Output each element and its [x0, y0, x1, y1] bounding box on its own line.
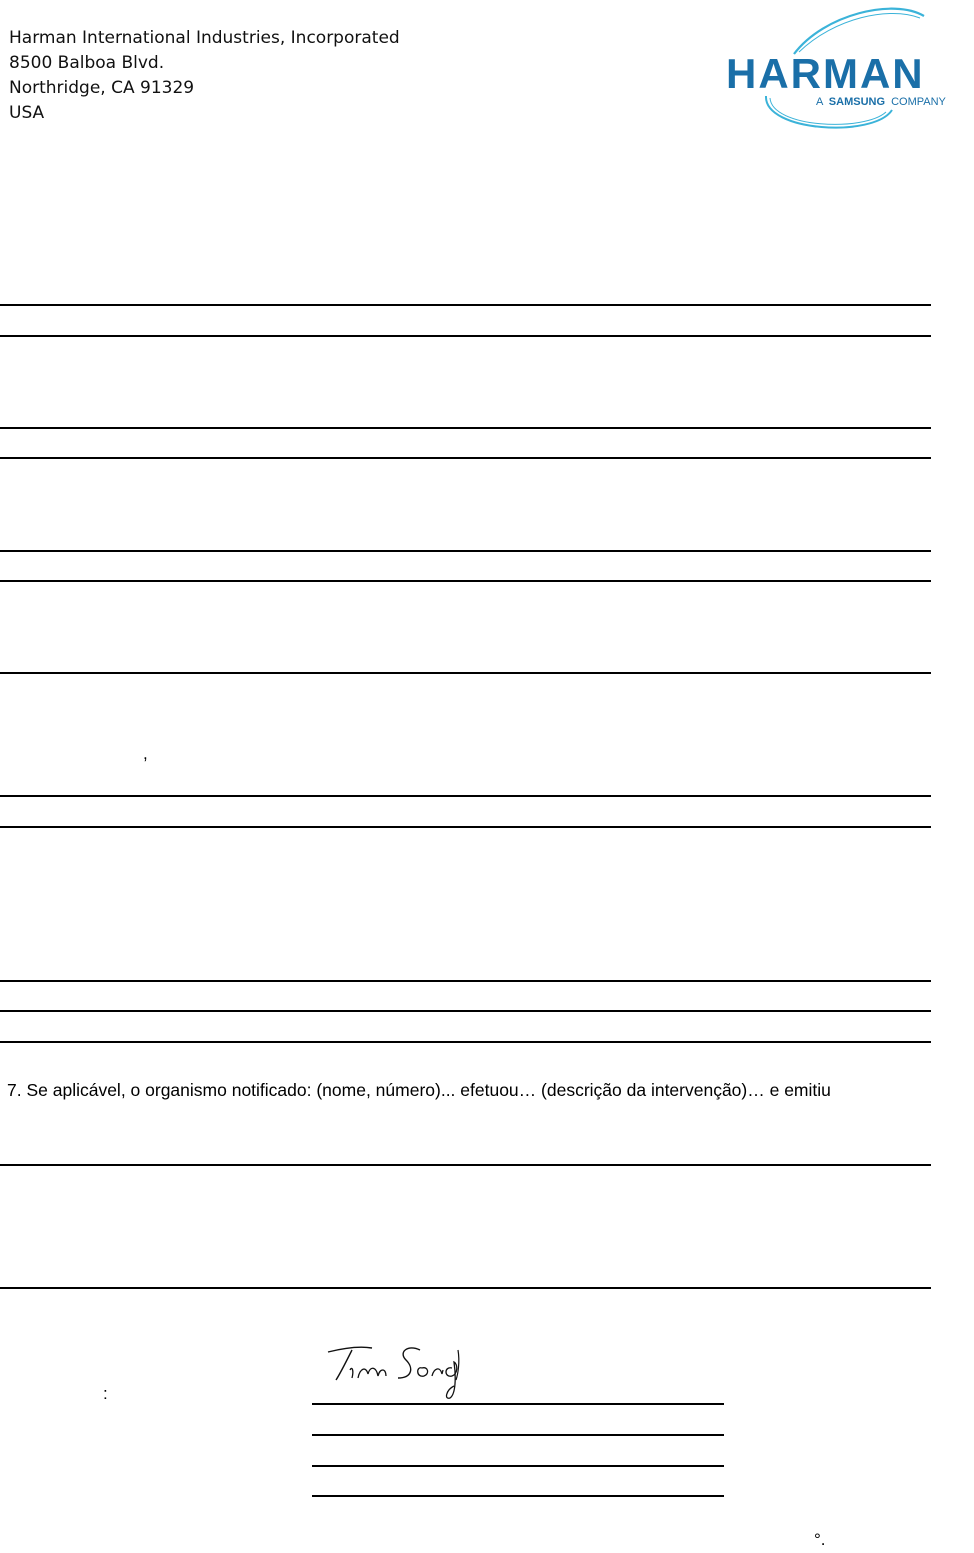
- rule-9: [0, 826, 931, 828]
- logo-tagline-suffix: COMPANY: [891, 96, 946, 108]
- address-country: USA: [9, 103, 45, 123]
- address-street: 8500 Balboa Blvd.: [9, 53, 165, 73]
- address-city: Northridge, CA 91329: [9, 78, 195, 98]
- clause-7-text: 7. Se aplicável, o organismo notificado: (nome, número)... efetuou… (descrição da intervenção)… e emitiu: [7, 1080, 831, 1100]
- rule-6: [0, 580, 931, 582]
- logo-tagline-brand: SAMSUNG: [828, 96, 886, 108]
- harman-logo: [724, 4, 970, 136]
- company-address: [9, 26, 400, 126]
- footer-degree-mark: °.: [814, 1530, 826, 1549]
- signature-rule-3: [312, 1465, 724, 1467]
- logo-swoosh-top: [794, 9, 924, 54]
- logo-tagline-prefix: A: [816, 96, 823, 108]
- signature-rule-4: [312, 1495, 724, 1497]
- rule-14: [0, 1287, 931, 1289]
- rule-11: [0, 1010, 931, 1012]
- logo-wordmark: HARMAN: [726, 50, 925, 97]
- signature-rule-2: [312, 1434, 724, 1436]
- rule-1: [0, 304, 931, 306]
- rule-4: [0, 457, 931, 459]
- rule-13: [0, 1164, 931, 1166]
- rule-2: [0, 335, 931, 337]
- comma-mark: ,: [143, 744, 148, 763]
- rule-8: [0, 795, 931, 797]
- rule-7: [0, 672, 931, 674]
- rule-10: [0, 980, 931, 982]
- rule-12: [0, 1041, 931, 1043]
- svg-text:A SAMSUNG COMPANY: [816, 96, 947, 108]
- signature-rule-1: [312, 1403, 724, 1405]
- rule-5: [0, 550, 931, 552]
- company-name: Harman International Industries, Incorporated: [9, 28, 400, 48]
- rule-3: [0, 427, 931, 429]
- signature-colon: :: [103, 1384, 108, 1403]
- handwritten-signature: [324, 1340, 474, 1402]
